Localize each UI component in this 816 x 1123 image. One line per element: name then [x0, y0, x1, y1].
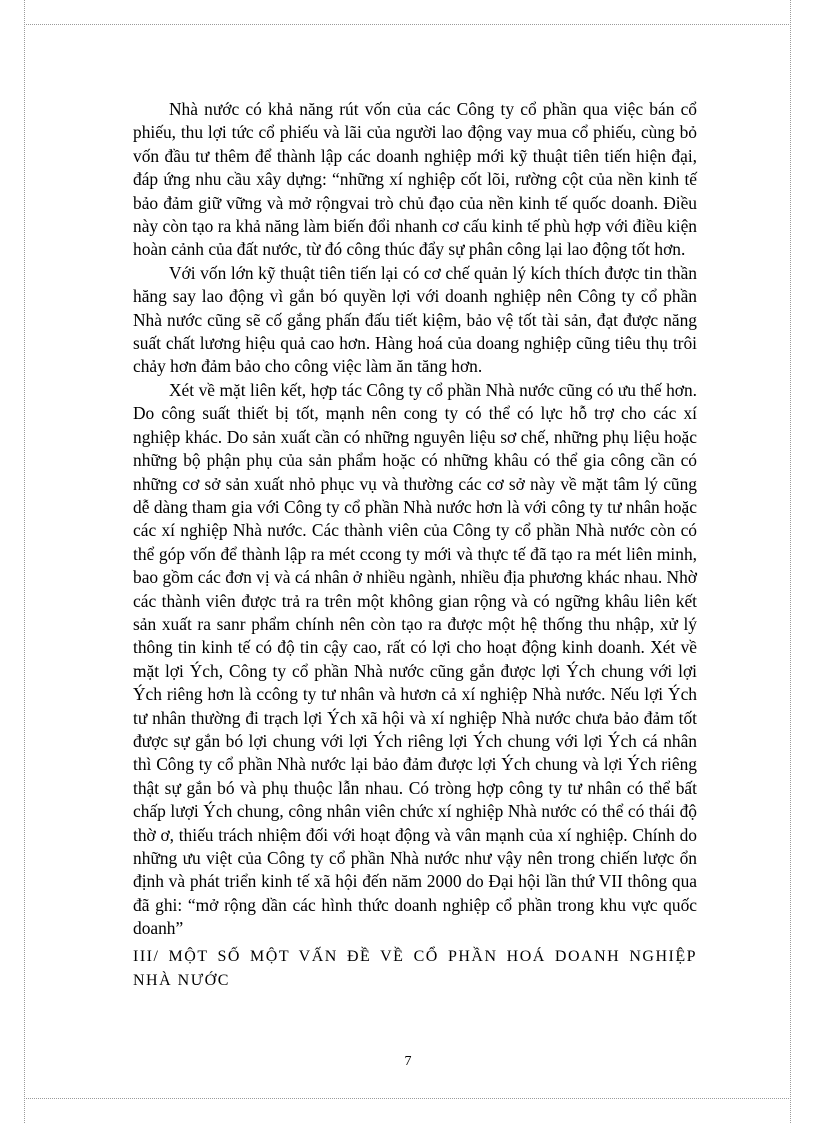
crop-mark-left: [24, 0, 25, 1123]
section-heading: III/ MỘT SỐ MỘT VẤN ĐỀ VỀ CỔ PHẦN HOÁ DOANH NGHIỆP NHÀ NƯỚC: [133, 947, 697, 989]
crop-mark-right: [790, 0, 791, 1123]
page-number: 7: [404, 1054, 412, 1069]
paragraph-cooperation: Xét về mặt liên kết, hợp tác Công ty cổ phần Nhà nước cũng có ưu thế hơn. Do công suất thiết bị tốt, mạnh nên cong ty có thể có lực hỗ trợ cho các xí nghiệp khác. Do sản xuất cần có những nguyên liệu sơ chế, những phụ liệu hoặc những bộ phận phụ của sản phẩm hoặc có những khâu có thể gia công cần có những cơ sở sản xuất nhỏ phục vụ và thường các cơ sở này về mặt tâm lý cũng dễ dàng tham gia với Công ty cổ phần Nhà nước hơn là với công ty tư nhân hoặc các xí nghiệp Nhà nước. Các thành viên của Công ty cổ phần Nhà nước còn có thể góp vốn để thành lập ra mét ccong ty mới và thực tế đã tạo ra mét liên minh, bao gồm các đơn vị và cá nhân ở nhiều ngành, nhiều địa phương khác nhau. Nhờ các thành viên được trả ra trên một không gian rộng và có ngững khâu liên kết sản xuất ra sanr phẩm chính nên còn tạo ra được một hệ thống thu nhập, xử lý thông tin kinh tế có độ tin cậy cao, rất có lợi cho hoạt động kinh doanh. Xét về mặt lợi Ých, Công ty cổ phần Nhà nước cũng gắn được lợi Ých chung với lợi Ých riêng hơn là ccông ty tư nhân và hươn cả xí nghiệp Nhà nước. Nếu lợi Ých tư nhân thường đi trạch lợi Ých xã hội và xí nghiệp Nhà nước chưa bảo đảm tốt được sự gắn bó lợi chung với lợi Ých riêng lợi Ých chung với lợi Ých cá nhân thì Công ty cổ phần Nhà nước lại bảo đảm được lợi Ých chung và lợi Ých riêng thật sự gắn bó và phụ thuộc lẫn nhau. Có tròng hợp công ty tư nhân có thể bất chấp lượi Ých chung, công nhân viên chức xí nghiệp Nhà nước có thể có thái độ thờ ơ, thiếu trách nhiệm đối với hoạt động và vân mạnh của xí nghiệp. Chính do những ưu việt của Công ty cổ phần Nhà nước như vậy nên trong chiến lược ổn định và phát triển kinh tế xã hội đến năm 2000 do Đại hội lần thứ VII thông qua đã ghi: “mở rộng dần các hình thức doanh nghiệp cổ phần trong khu vực quốc doanh”: [133, 379, 697, 939]
paragraph-large-capital: Với vốn lớn kỹ thuật tiên tiến lại có cơ chế quản lý kích thích được tin thần hăng say lao động vì gắn bó quyền lợi với doanh nghiệp nên Công ty cổ phần Nhà nước cũng sẽ cố gắng phấn đấu tiết kiệm, bảo vệ tốt tài sản, đạt được năng suất chất lương hiệu quả cao hơn. Hàng hoá của doang nghiệp cũng tiêu thụ trôi chảy hơn đảm bảo cho công việc làm ăn tăng hơn.: [133, 262, 697, 377]
crop-mark-top: [24, 24, 791, 25]
page-body: [133, 98, 697, 993]
crop-mark-bottom: [24, 1098, 791, 1099]
paragraph-state-capital: Nhà nước có khả năng rút vốn của các Công ty cổ phần qua việc bán cổ phiếu, thu lợi tức cổ phiếu và lãi của người lao động vay mua cổ phiếu, cùng bỏ vốn đầu tư thêm để thành lập các doanh nghiệp mới kỹ thuật tiên tiến hiện đại, đáp ứng nhu cầu xây dựng: “những xí nghiệp cốt lõi, rường cột của nền kinh tế bảo đảm giữ vững và mở rộngvai trò chủ đạo của nền kinh tế quốc doanh. Điều này còn tạo ra khả năng làm biến đổi nhanh cơ cấu kinh tế phù hợp với điều kiện hoàn cảnh của đất nước, từ đó công thúc đẩy sự phân công lại lao động tốt hơn.: [133, 99, 697, 260]
